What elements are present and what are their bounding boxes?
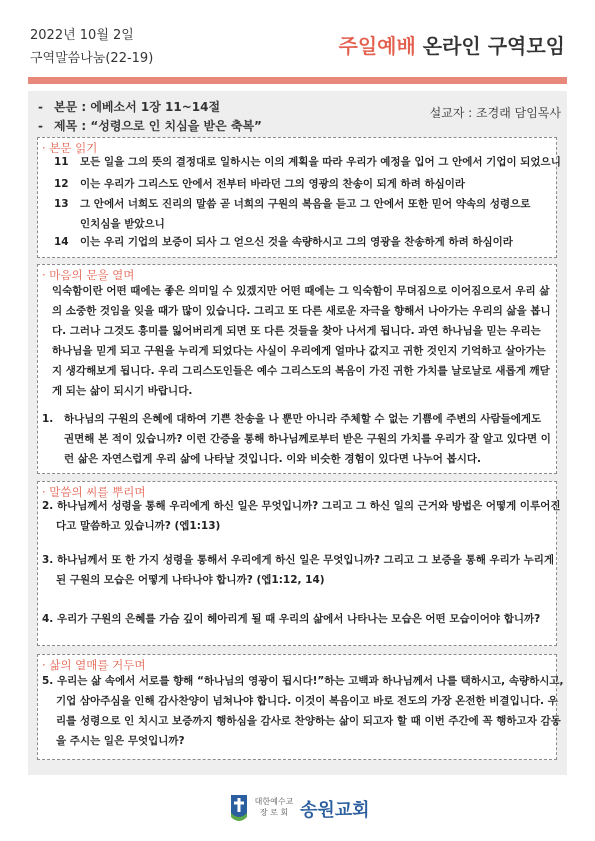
title-accent: 주일예배 — [338, 34, 416, 58]
header-divider — [28, 77, 567, 84]
question-2: 2. 하나님께서 성령을 통해 우리에게 하신 일은 무엇입니까? 그리고 그 하신 일의 근거와 방법은 어떻게 이루어진다고 말씀하고 있습니까? (엡1:13) — [42, 500, 561, 532]
opening-section — [37, 264, 557, 474]
date-text: 2022년 10월 2일 — [30, 28, 134, 43]
page-title — [339, 30, 565, 59]
verse-11: 11 모든 일을 그의 뜻의 결정대로 일하시는 이의 계획을 따라 우리가 예정을 입어 그 안에서 기업이 되었으니 — [54, 156, 561, 168]
section-title: · 본문 읽기 — [42, 141, 98, 155]
scripture-ref: 본문 : 에베소서 1장 11~14절 — [54, 100, 221, 114]
church-name: 송원교회 — [300, 800, 370, 821]
denomination-label: 대한예수교 장 로 회 — [254, 797, 294, 817]
seed-section — [37, 481, 561, 646]
reading-section — [37, 137, 561, 258]
series-subtitle: 구역말씀나눔(22-19) — [30, 51, 154, 66]
question-5: 5. 우리는 삶 속에서 서로를 향해 “하나님의 영광이 됩시다!”하는 고백과 하나님께서 나를 택하시고, 속량하시고, 기업 삼아주심을 인해 감사찬양이 넘쳐나야 합니다. 이것이 복음이고 바로 전도의 가장 온전한 비결입니다. 우리를 성령으로 인 치시고 보증까지 행하심을 감사로 찬양하는 삶이 되고자 할 때 이번 주간에 꼭 행하고자 감동을 주시는 일은 무엇입니까? — [42, 675, 564, 747]
verse-14: 14 이는 우리 기업의 보증이 되사 그 얻으신 것을 속량하시고 그의 영광을 찬송하게 하려 하심이라 — [54, 236, 513, 248]
title-rest: 온라인 구역모임 — [415, 34, 565, 58]
sermon-title-line: - 제목 : “성령으로 인 치심을 받은 축복” — [38, 119, 262, 133]
verse-13-continued: 인치심을 받았으니 — [80, 218, 165, 230]
section-title: · 말씀의 씨를 뿌리며 — [42, 485, 146, 499]
verse-13: 13 그 안에서 너희도 진리의 말씀 곧 너희의 구원의 복음을 듣고 그 안에서 또한 믿어 약속의 성령으로 — [54, 198, 531, 210]
question-3: 3. 하나님께서 또 한 가지 성령을 통해서 우리에게 하신 일은 무엇입니까? 그리고 그 보증을 통해 우리가 누리게 된 구원의 모습은 어떻게 나타나야 합니까? (엡1:12, 14) — [42, 554, 555, 586]
question-1: 하나님의 구원의 은혜에 대하여 기쁜 찬송을 나 뿐만 아니라 주체할 수 없는 기쁨에 주변의 사람들에게도 권면해 본 적이 있습니까? 이런 간증을 통해 하나님께로부터 받은 구원의 가치를 우리가 잘 알고 있다면 이런 삶은 자연스럽게 우리 삶에 나타날 것입니다. 이와 비슷한 경험이 있다면 나누어 봅시다. — [64, 413, 551, 465]
cross-icon — [228, 793, 250, 823]
harvest-section — [37, 654, 564, 760]
section-title: · 삶의 열매를 거두며 — [42, 658, 146, 672]
speaker-text: 설교자 : 조경래 담임목사 — [429, 106, 561, 120]
question-1-number: 1. — [42, 413, 54, 425]
scripture-line: - 본문 : 에베소서 1장 11~14절 — [38, 100, 221, 114]
verse-12: 12 이는 우리가 그리스도 안에서 전부터 바라던 그의 영광의 찬송이 되게 하려 하심이라 — [54, 178, 466, 190]
question-4: 4. 우리가 구원의 은혜를 가슴 깊이 헤아리게 될 때 우리의 삶에서 나타나는 모습은 어떤 모습이어야 합니까? — [42, 613, 541, 625]
sermon-title: 제목 : “성령으로 인 치심을 받은 축복” — [54, 119, 262, 133]
church-logo — [228, 791, 373, 825]
section-title: · 마음의 문을 열며 — [42, 268, 135, 282]
opening-paragraph: 익숙함이란 어떤 때에는 좋은 의미일 수 있겠지만 어떤 때에는 그 익숙함이 무뎌짐으로 이어짐으로서 우리 삶의 소중한 것임을 잊을 때가 많이 있습니다. 그리고 또 다른 새로운 자극을 향해서 나아가는 우리의 삶을 봅니다. 그러나 그것도 흥미를 잃어버리게 되면 또 다른 것들을 찾아 나서게 됩니다. 과연 하나님을 믿는 우리는 하나님을 믿게 되고 구원을 누리게 되었다는 사실이 우리에게 얼마나 값지고 귀한 것인지 기억하고 살아가는지 생각해보게 됩니다. 우리 그리스도인들은 예수 그리스도의 복음이 가진 귀한 가치를 날로날로 새롭게 깨닫게 되는 삶이 되시기 바랍니다. — [52, 285, 551, 397]
